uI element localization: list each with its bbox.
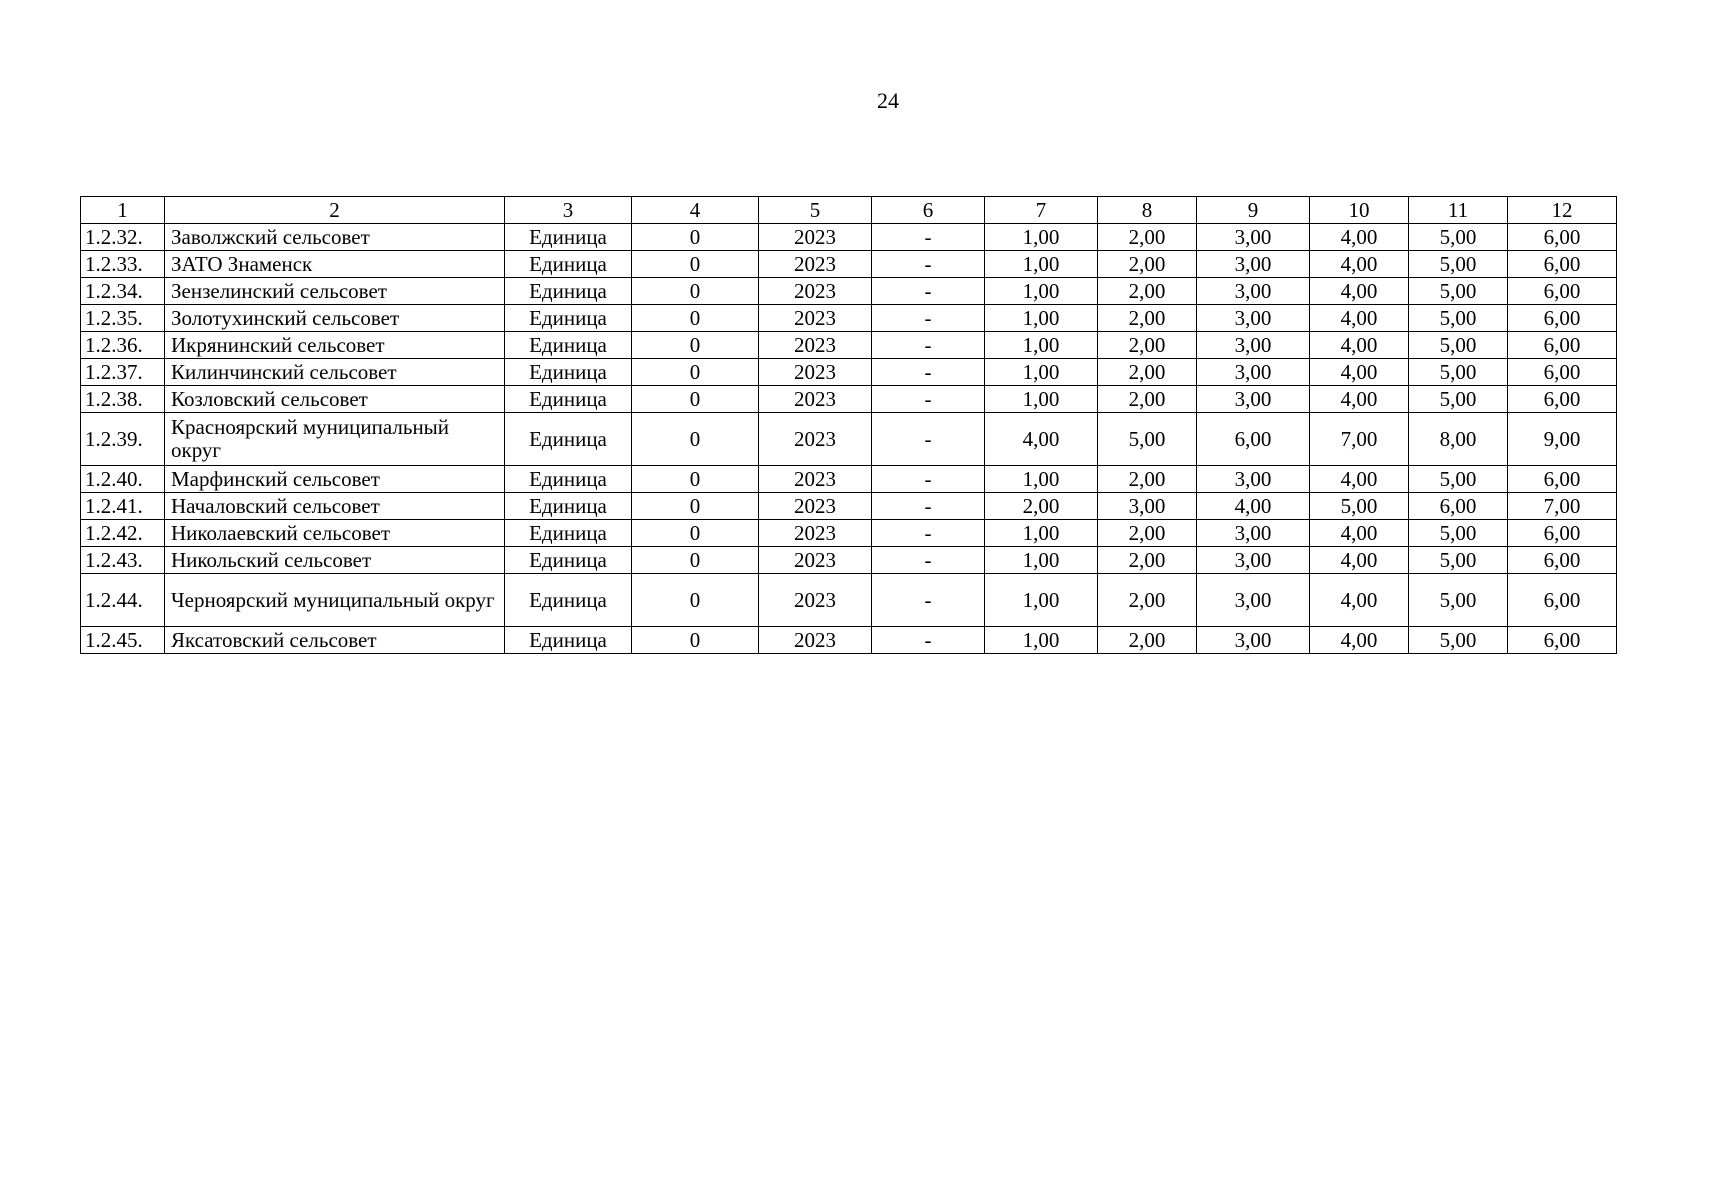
value-cell: 5,00 (1409, 251, 1508, 278)
value-cell: 6,00 (1508, 520, 1617, 547)
value-cell: 7,00 (1508, 493, 1617, 520)
year-cell: 2023 (759, 627, 872, 654)
unit-cell: Единица (505, 332, 632, 359)
value-cell: - (872, 386, 985, 413)
value-cell: 0 (632, 251, 759, 278)
value-cell: 5,00 (1310, 493, 1409, 520)
value-cell: 0 (632, 305, 759, 332)
unit-cell: Единица (505, 493, 632, 520)
row-number: 1.2.40. (81, 466, 165, 493)
value-cell: 0 (632, 413, 759, 466)
year-cell: 2023 (759, 332, 872, 359)
value-cell: 4,00 (1310, 359, 1409, 386)
value-cell: 6,00 (1508, 278, 1617, 305)
value-cell: - (872, 413, 985, 466)
value-cell: 2,00 (1098, 386, 1197, 413)
value-cell: 4,00 (1310, 332, 1409, 359)
value-cell: 6,00 (1508, 547, 1617, 574)
value-cell: 0 (632, 386, 759, 413)
unit-cell: Единица (505, 627, 632, 654)
value-cell: 3,00 (1197, 359, 1310, 386)
value-cell: - (872, 278, 985, 305)
value-cell: 5,00 (1098, 413, 1197, 466)
table-row (81, 466, 1617, 493)
value-cell: - (872, 520, 985, 547)
value-cell: 5,00 (1409, 332, 1508, 359)
value-cell: 0 (632, 627, 759, 654)
municipality-name: Началовский сельсовет (165, 493, 505, 520)
table-row (81, 332, 1617, 359)
municipality-name: Черноярский муниципальный округ (165, 574, 505, 627)
municipality-name: Николаевский сельсовет (165, 520, 505, 547)
value-cell: 6,00 (1508, 627, 1617, 654)
value-cell: 2,00 (1098, 305, 1197, 332)
value-cell: 1,00 (985, 386, 1098, 413)
table-row (81, 493, 1617, 520)
header-cell: 9 (1197, 197, 1310, 224)
value-cell: 4,00 (1310, 224, 1409, 251)
row-number: 1.2.39. (81, 413, 165, 466)
value-cell: - (872, 224, 985, 251)
year-cell: 2023 (759, 224, 872, 251)
row-number: 1.2.42. (81, 520, 165, 547)
value-cell: 3,00 (1197, 305, 1310, 332)
value-cell: 2,00 (985, 493, 1098, 520)
value-cell: 6,00 (1508, 466, 1617, 493)
table-row (81, 359, 1617, 386)
value-cell: 2,00 (1098, 332, 1197, 359)
row-number: 1.2.44. (81, 574, 165, 627)
value-cell: 4,00 (1197, 493, 1310, 520)
row-number: 1.2.41. (81, 493, 165, 520)
value-cell: 2,00 (1098, 251, 1197, 278)
value-cell: 0 (632, 574, 759, 627)
value-cell: - (872, 547, 985, 574)
header-cell: 12 (1508, 197, 1617, 224)
value-cell: 3,00 (1197, 547, 1310, 574)
header-cell: 10 (1310, 197, 1409, 224)
value-cell: 1,00 (985, 305, 1098, 332)
year-cell: 2023 (759, 413, 872, 466)
value-cell: 4,00 (1310, 251, 1409, 278)
value-cell: 5,00 (1409, 520, 1508, 547)
value-cell: 1,00 (985, 224, 1098, 251)
value-cell: 5,00 (1409, 386, 1508, 413)
value-cell: 5,00 (1409, 224, 1508, 251)
header-cell: 4 (632, 197, 759, 224)
unit-cell: Единица (505, 413, 632, 466)
page-number: 24 (877, 88, 899, 113)
value-cell: 1,00 (985, 278, 1098, 305)
value-cell: 4,00 (1310, 574, 1409, 627)
value-cell: 5,00 (1409, 574, 1508, 627)
value-cell: 2,00 (1098, 359, 1197, 386)
row-number: 1.2.32. (81, 224, 165, 251)
municipality-name: Козловский сельсовет (165, 386, 505, 413)
unit-cell: Единица (505, 520, 632, 547)
value-cell: - (872, 627, 985, 654)
value-cell: 0 (632, 493, 759, 520)
value-cell: 2,00 (1098, 466, 1197, 493)
table-row (81, 386, 1617, 413)
row-number: 1.2.38. (81, 386, 165, 413)
value-cell: 0 (632, 547, 759, 574)
header-cell: 8 (1098, 197, 1197, 224)
value-cell: 5,00 (1409, 278, 1508, 305)
header-cell: 7 (985, 197, 1098, 224)
unit-cell: Единица (505, 547, 632, 574)
table-row (81, 520, 1617, 547)
unit-cell: Единица (505, 386, 632, 413)
value-cell: 3,00 (1197, 520, 1310, 547)
municipality-name: Никольский сельсовет (165, 547, 505, 574)
value-cell: 3,00 (1197, 278, 1310, 305)
value-cell: 2,00 (1098, 224, 1197, 251)
unit-cell: Единица (505, 251, 632, 278)
value-cell: 3,00 (1197, 224, 1310, 251)
row-number: 1.2.43. (81, 547, 165, 574)
row-number: 1.2.33. (81, 251, 165, 278)
value-cell: 6,00 (1508, 332, 1617, 359)
table-row (81, 627, 1617, 654)
value-cell: 2,00 (1098, 547, 1197, 574)
unit-cell: Единица (505, 278, 632, 305)
value-cell: 0 (632, 278, 759, 305)
value-cell: 1,00 (985, 466, 1098, 493)
value-cell: 1,00 (985, 547, 1098, 574)
value-cell: 4,00 (1310, 466, 1409, 493)
value-cell: 2,00 (1098, 574, 1197, 627)
table-row (81, 305, 1617, 332)
row-number: 1.2.34. (81, 278, 165, 305)
value-cell: 7,00 (1310, 413, 1409, 466)
value-cell: 0 (632, 359, 759, 386)
value-cell: 0 (632, 224, 759, 251)
row-number: 1.2.37. (81, 359, 165, 386)
value-cell: 0 (632, 466, 759, 493)
value-cell: 6,00 (1409, 493, 1508, 520)
value-cell: 3,00 (1197, 574, 1310, 627)
municipality-name: Заволжский сельсовет (165, 224, 505, 251)
value-cell: 4,00 (985, 413, 1098, 466)
year-cell: 2023 (759, 251, 872, 278)
value-cell: 3,00 (1098, 493, 1197, 520)
value-cell: 3,00 (1197, 251, 1310, 278)
year-cell: 2023 (759, 547, 872, 574)
unit-cell: Единица (505, 574, 632, 627)
year-cell: 2023 (759, 359, 872, 386)
value-cell: 4,00 (1310, 547, 1409, 574)
value-cell: - (872, 305, 985, 332)
table-row (81, 574, 1617, 627)
value-cell: 1,00 (985, 627, 1098, 654)
value-cell: 3,00 (1197, 627, 1310, 654)
year-cell: 2023 (759, 574, 872, 627)
value-cell: 5,00 (1409, 627, 1508, 654)
value-cell: 4,00 (1310, 278, 1409, 305)
value-cell: 5,00 (1409, 547, 1508, 574)
year-cell: 2023 (759, 466, 872, 493)
data-table (80, 196, 1617, 654)
value-cell: 5,00 (1409, 466, 1508, 493)
value-cell: - (872, 251, 985, 278)
table-row (81, 224, 1617, 251)
value-cell: 6,00 (1508, 574, 1617, 627)
value-cell: 2,00 (1098, 278, 1197, 305)
municipality-name: Зензелинский сельсовет (165, 278, 505, 305)
municipality-name: Икрянинский сельсовет (165, 332, 505, 359)
value-cell: 1,00 (985, 359, 1098, 386)
municipality-name: Марфинский сельсовет (165, 466, 505, 493)
unit-cell: Единица (505, 224, 632, 251)
value-cell: 6,00 (1508, 251, 1617, 278)
year-cell: 2023 (759, 386, 872, 413)
year-cell: 2023 (759, 305, 872, 332)
value-cell: 5,00 (1409, 305, 1508, 332)
value-cell: 2,00 (1098, 627, 1197, 654)
header-cell: 11 (1409, 197, 1508, 224)
municipality-name: Красноярский муниципальный округ (165, 413, 505, 466)
value-cell: 4,00 (1310, 627, 1409, 654)
table-row (81, 413, 1617, 466)
value-cell: 6,00 (1508, 386, 1617, 413)
table-row (81, 547, 1617, 574)
header-cell: 6 (872, 197, 985, 224)
value-cell: 3,00 (1197, 386, 1310, 413)
table-row (81, 251, 1617, 278)
value-cell: 0 (632, 332, 759, 359)
value-cell: 3,00 (1197, 466, 1310, 493)
header-cell: 3 (505, 197, 632, 224)
header-cell: 2 (165, 197, 505, 224)
value-cell: - (872, 493, 985, 520)
value-cell: 9,00 (1508, 413, 1617, 466)
value-cell: - (872, 332, 985, 359)
municipality-name: ЗАТО Знаменск (165, 251, 505, 278)
table-row (81, 278, 1617, 305)
unit-cell: Единица (505, 305, 632, 332)
value-cell: 2,00 (1098, 520, 1197, 547)
value-cell: 6,00 (1508, 359, 1617, 386)
value-cell: - (872, 466, 985, 493)
municipality-name: Золотухинский сельсовет (165, 305, 505, 332)
value-cell: 6,00 (1508, 224, 1617, 251)
unit-cell: Единица (505, 359, 632, 386)
header-cell: 1 (81, 197, 165, 224)
value-cell: 4,00 (1310, 520, 1409, 547)
value-cell: 3,00 (1197, 332, 1310, 359)
row-number: 1.2.36. (81, 332, 165, 359)
value-cell: 5,00 (1409, 359, 1508, 386)
value-cell: - (872, 574, 985, 627)
year-cell: 2023 (759, 493, 872, 520)
value-cell: 1,00 (985, 332, 1098, 359)
value-cell: 4,00 (1310, 386, 1409, 413)
year-cell: 2023 (759, 520, 872, 547)
municipality-name: Килинчинский сельсовет (165, 359, 505, 386)
value-cell: 6,00 (1508, 305, 1617, 332)
value-cell: 4,00 (1310, 305, 1409, 332)
unit-cell: Единица (505, 466, 632, 493)
row-number: 1.2.45. (81, 627, 165, 654)
value-cell: 6,00 (1197, 413, 1310, 466)
value-cell: 1,00 (985, 520, 1098, 547)
value-cell: 0 (632, 520, 759, 547)
value-cell: - (872, 359, 985, 386)
municipality-name: Яксатовский сельсовет (165, 627, 505, 654)
header-cell: 5 (759, 197, 872, 224)
header-row (81, 197, 1617, 224)
value-cell: 1,00 (985, 574, 1098, 627)
row-number: 1.2.35. (81, 305, 165, 332)
year-cell: 2023 (759, 278, 872, 305)
value-cell: 8,00 (1409, 413, 1508, 466)
value-cell: 1,00 (985, 251, 1098, 278)
